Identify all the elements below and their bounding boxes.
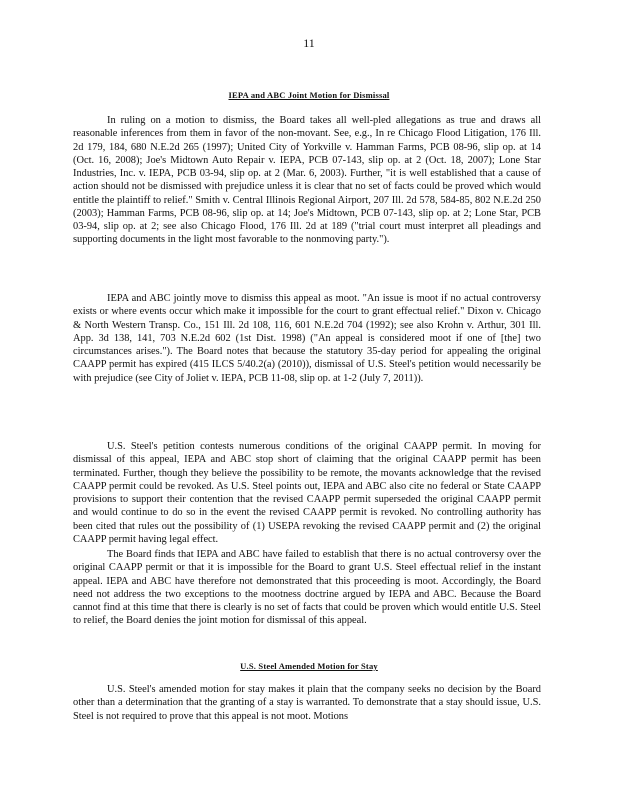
section-heading-joint-motion: IEPA and ABC Joint Motion for Dismissal xyxy=(228,90,390,100)
paragraph-board-finding: The Board finds that IEPA and ABC have failed to establish that there is no actual controversy over the original CAAPP permit or that it is impossible for the Board to grant U.S. Steel effectual relief in the instant appeal. IEPA and ABC have therefore not demonstrated that this proceeding is moot. Accordingly, the Board need not address the two exceptions to the mootness doctrine argued by IEPA and ABC. Because the Board cannot find at this time that there is clearly is no set of facts that could be proven which would entitle U.S. Steel to relief, the Board denies the joint motion for dismissal of this appeal. xyxy=(73,549,541,627)
page-number: 11 xyxy=(303,36,315,50)
paragraph-standard-of-review: In ruling on a motion to dismiss, the Board takes all well-pled allegations as true and draws all reasonable inferences from them in favor of the non-movant. See, e.g., In re Chicago Flood Litigation, 176 Ill. 2d 179, 184, 680 N.E.2d 265 (1997); United City of Yorkville v. Hamman Farms, PCB 08-96, slip op. at 14 (Oct. 16, 2008); Joe's Midtown Auto Repair v. IEPA, PCB 07-143, slip op. at 2 (Oct. 18, 2007); Lone Star Industries, Inc. v. IEPA, PCB 03-94, slip op. at 2 (Mar. 6, 2003). Further, "it is well established that a cause of action should not be dismissed with prejudice unless it is clear that no set of facts could be proved which would entitle the plaintiff to relief." Smith v. Central Illinois Regional Airport, 207 Ill. 2d 578, 584-85, 802 N.E.2d 250 (2003); Hamman Farms, PCB 08-96, slip op. at 14; Joe's Midtown, PCB 07-143, slip op. at 2; Lone Star, PCB 03-94, slip op. at 2; see also Chicago Flood, 176 Ill. 2d at 189 ("trial court must interpret all pleadings and supporting documents in the light most favorable to the nonmoving party."). xyxy=(73,115,541,246)
paragraph-petition-contests: U.S. Steel's petition contests numerous conditions of the original CAAPP permit. In moving for dismissal of this appeal, IEPA and ABC stop short of claiming that the original CAAPP permit has been terminated. Further, though they believe the possibility to be remote, the movants acknowledge that the revised CAAPP permit could be revoked. As U.S. Steel points out, IEPA and ABC also cite no federal or State CAAPP provisions to support their contention that the revised CAAPP permit superseded the original CAAPP permit and would continue to do so in the event the revised CAAPP permit is revoked. No controlling authority has been cited that rules out the possibility of (1) USEPA revoking the revised CAAPP permit and (2) the original CAAPP permit having legal effect. xyxy=(73,441,541,545)
paragraph-mootness-motion: IEPA and ABC jointly move to dismiss this appeal as moot. "An issue is moot if no actual controversy exists or where events occur which make it impossible for the court to grant effectual relief." Dixon v. Chicago & North Western Transp. Co., 151 Ill. 2d 108, 116, 601 N.E.2d 704 (1992); see also Krohn v. Arthur, 301 Ill. App. 3d 138, 141, 703 N.E.2d 602 (1st Dist. 1998) ("An appeal is considered moot if one of [the] two circumstances arises."). The Board notes that because the statutory 35-day period for appealing the original CAAPP permit has expired (415 ILCS 5/40.2(a) (2010)), dismissal of U.S. Steel's petition would necessarily be with prejudice (see City of Joliet v. IEPA, PCB 11-08, slip op. at 1-2 (July 7, 2011)). xyxy=(73,293,541,384)
section-heading-motion-for-stay: U.S. Steel Amended Motion for Stay xyxy=(240,661,378,671)
paragraph-stay-motion: U.S. Steel's amended motion for stay makes it plain that the company seeks no decision by the Board other than a determination that the granting of a stay is warranted. To demonstrate that a stay should issue, U.S. Steel is not required to prove that this appeal is not moot. Motions xyxy=(73,684,541,722)
